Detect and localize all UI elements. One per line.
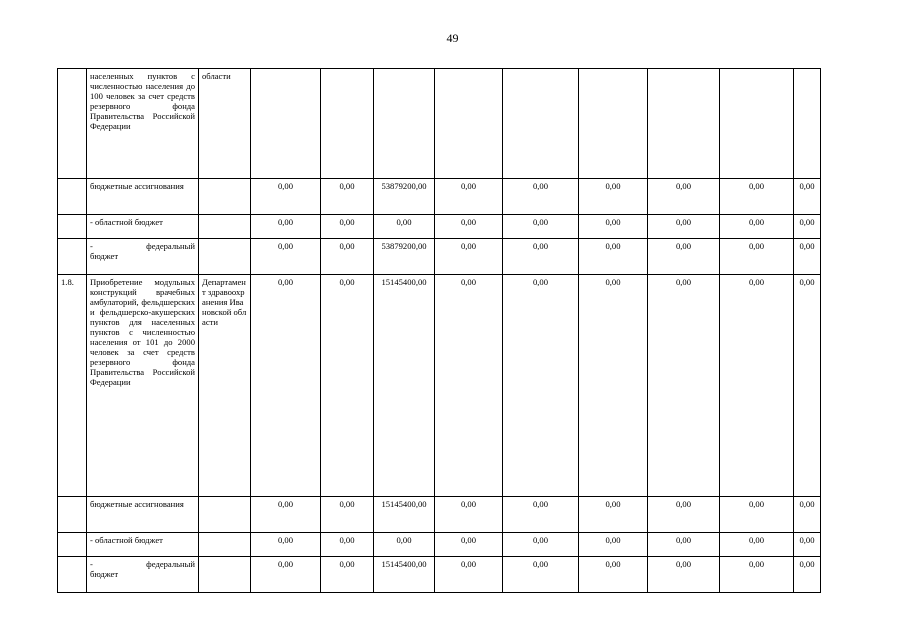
value-cell: 0,00 <box>321 557 374 593</box>
table-row <box>58 557 821 593</box>
row-index <box>58 69 87 179</box>
value-cell: 0,00 <box>251 275 321 497</box>
value-cell: 0,00 <box>648 557 720 593</box>
row-name: - областной бюджет <box>87 215 199 239</box>
value-cell: 0,00 <box>794 179 821 215</box>
row-name: бюджетные ассигнования <box>87 497 199 533</box>
row-executor <box>199 179 251 215</box>
row-index <box>58 497 87 533</box>
value-cell: 0,00 <box>503 215 579 239</box>
row-index <box>58 179 87 215</box>
value-cell: 15145400,00 <box>374 497 435 533</box>
budget-table <box>57 68 821 593</box>
value-cell <box>579 69 648 179</box>
value-cell: 0,00 <box>374 533 435 557</box>
row-executor <box>199 239 251 275</box>
row-executor: Департамент здравоохранения Ивановской области <box>199 275 251 497</box>
value-cell: 0,00 <box>503 239 579 275</box>
value-cell: 0,00 <box>374 215 435 239</box>
value-cell: 0,00 <box>503 497 579 533</box>
table-row <box>58 533 821 557</box>
row-name-dash: - <box>90 241 93 251</box>
value-cell <box>374 69 435 179</box>
value-cell: 0,00 <box>720 275 794 497</box>
row-index <box>58 557 87 593</box>
value-cell: 0,00 <box>321 497 374 533</box>
value-cell <box>321 69 374 179</box>
value-cell: 0,00 <box>435 215 503 239</box>
row-name-dash: - <box>90 559 93 569</box>
value-cell: 0,00 <box>435 557 503 593</box>
value-cell: 0,00 <box>648 533 720 557</box>
row-executor <box>199 497 251 533</box>
value-cell: 0,00 <box>720 239 794 275</box>
row-executor <box>199 533 251 557</box>
value-cell: 0,00 <box>720 179 794 215</box>
value-cell: 0,00 <box>720 497 794 533</box>
row-name: населенных пунктов с численностью населения до 100 человек за счет средств резервного фонда Правительства Российской Федерации <box>87 69 199 179</box>
value-cell: 0,00 <box>251 215 321 239</box>
row-name-word: федеральный <box>146 559 195 569</box>
value-cell: 0,00 <box>648 179 720 215</box>
value-cell: 53879200,00 <box>374 239 435 275</box>
value-cell: 0,00 <box>435 275 503 497</box>
value-cell: 0,00 <box>321 239 374 275</box>
value-cell: 0,00 <box>321 275 374 497</box>
value-cell: 0,00 <box>503 179 579 215</box>
value-cell: 0,00 <box>648 239 720 275</box>
table-row <box>58 275 821 497</box>
value-cell: 0,00 <box>794 239 821 275</box>
value-cell: 15145400,00 <box>374 275 435 497</box>
table-row <box>58 215 821 239</box>
value-cell: 0,00 <box>321 215 374 239</box>
table-row <box>58 69 821 179</box>
value-cell: 0,00 <box>251 179 321 215</box>
value-cell: 0,00 <box>794 275 821 497</box>
table-row <box>58 179 821 215</box>
value-cell: 0,00 <box>720 533 794 557</box>
row-name: - областной бюджет <box>87 533 199 557</box>
value-cell: 0,00 <box>579 557 648 593</box>
value-cell: 0,00 <box>435 239 503 275</box>
table-row <box>58 239 821 275</box>
value-cell: 0,00 <box>579 497 648 533</box>
value-cell: 15145400,00 <box>374 557 435 593</box>
row-name-rest: бюджет <box>90 569 119 579</box>
value-cell: 0,00 <box>251 557 321 593</box>
value-cell: 0,00 <box>321 179 374 215</box>
value-cell: 0,00 <box>579 533 648 557</box>
row-index: 1.8. <box>58 275 87 497</box>
value-cell: 0,00 <box>794 533 821 557</box>
row-index <box>58 239 87 275</box>
row-executor <box>199 215 251 239</box>
row-index <box>58 533 87 557</box>
row-index <box>58 215 87 239</box>
value-cell: 0,00 <box>579 215 648 239</box>
value-cell: 0,00 <box>321 533 374 557</box>
row-name: Приобретение модульных конструкций врачебных амбулаторий, фельдшерских и фельдшерско-акушерских пунктов для населенных пунктов с численностью населения от 101 до 2000 человек за счет средств резервного фонда Правительства Российской Федерации <box>87 275 199 497</box>
value-cell: 0,00 <box>435 533 503 557</box>
value-cell: 0,00 <box>579 179 648 215</box>
row-executor: области <box>199 69 251 179</box>
row-name <box>87 557 199 593</box>
value-cell: 0,00 <box>720 557 794 593</box>
value-cell: 0,00 <box>794 215 821 239</box>
value-cell: 0,00 <box>720 215 794 239</box>
value-cell: 0,00 <box>435 179 503 215</box>
value-cell <box>251 69 321 179</box>
value-cell: 0,00 <box>251 497 321 533</box>
table-row <box>58 497 821 533</box>
row-name-rest: бюджет <box>90 251 119 261</box>
value-cell: 0,00 <box>794 557 821 593</box>
value-cell: 0,00 <box>579 239 648 275</box>
value-cell <box>503 69 579 179</box>
row-name <box>87 239 199 275</box>
row-name: бюджетные ассигнования <box>87 179 199 215</box>
row-name-word: федеральный <box>146 241 195 251</box>
row-executor <box>199 557 251 593</box>
value-cell: 0,00 <box>503 557 579 593</box>
value-cell: 0,00 <box>648 215 720 239</box>
value-cell <box>435 69 503 179</box>
value-cell <box>648 69 720 179</box>
value-cell <box>720 69 794 179</box>
page-number: 49 <box>446 31 459 45</box>
value-cell: 53879200,00 <box>374 179 435 215</box>
value-cell: 0,00 <box>648 275 720 497</box>
value-cell: 0,00 <box>579 275 648 497</box>
value-cell: 0,00 <box>794 497 821 533</box>
value-cell: 0,00 <box>251 239 321 275</box>
value-cell: 0,00 <box>251 533 321 557</box>
value-cell: 0,00 <box>503 533 579 557</box>
value-cell: 0,00 <box>503 275 579 497</box>
value-cell: 0,00 <box>435 497 503 533</box>
value-cell <box>794 69 821 179</box>
value-cell: 0,00 <box>648 497 720 533</box>
